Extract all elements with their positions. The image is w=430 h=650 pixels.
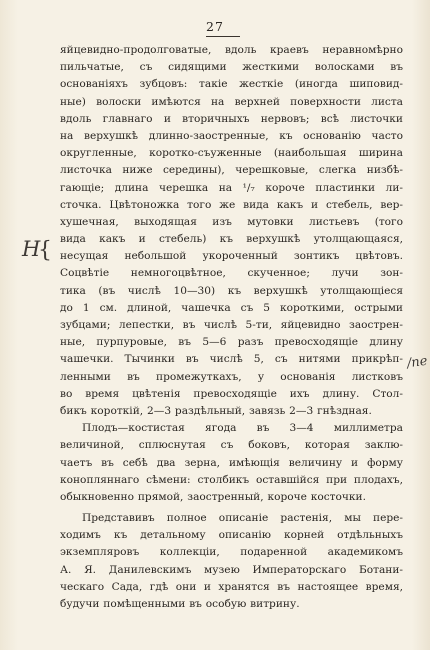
text-line: листочка ниже середины), черешковые, слегка низбѣ- — [60, 164, 403, 177]
text-line: вдоль главнаго и вторичныхъ нервовъ; всѣ листочки — [60, 112, 403, 125]
text-line: А. Я. Данилевскимъ музею Императорскаго Ботани- — [60, 563, 403, 576]
text-line: будучи помѣщенными въ особую витрину. — [60, 598, 300, 610]
body-text — [60, 42, 403, 613]
text-line: ные, пурпуровые, въ 5—6 разъ превосходящіе длину — [60, 336, 403, 349]
text-line: чаетъ въ себѣ два зерна, имѣющія величину и форму — [60, 456, 403, 469]
text-line: несущая небольшой укороченный зонтикъ цвѣтовъ. — [60, 250, 403, 263]
text-line: во время цвѣтенія превосходящіе ихъ длину. Стол- — [60, 387, 403, 400]
text-line: ческаго Сада, гдѣ они и хранятся въ настоящее время, — [60, 580, 403, 593]
text-line: зубцами; лепестки, въ числѣ 5-ти, яйцевидно заострен- — [60, 319, 403, 331]
text-line: обыкновенно прямой, заостренный, короче косточки. — [60, 490, 366, 503]
text-line: ходимъ къ детальному описанію корней отдѣльныхъ — [60, 529, 403, 542]
text-line: экземпляровъ коллекціи, подаренной академикомъ — [60, 546, 403, 559]
text-line: величиной, сплюснутая съ боковъ, которая заклю- — [60, 439, 403, 452]
text-line: основаніяхъ зубцовъ: такіе жесткіе (иногда шиповид- — [60, 78, 403, 91]
margin-annotation-left: H — [22, 237, 41, 261]
margin-brace: { — [38, 238, 52, 263]
text-line: на верхушкѣ длинно-заостренные, къ основанію часто — [60, 129, 403, 142]
margin-annotation-right: /ne — [406, 353, 429, 372]
text-line: округленные, коротко-съуженные (наибольшая ширина — [60, 147, 403, 160]
text-line: конопляннаго сѣмени: столбикъ оставшійся при плодахъ, — [60, 473, 403, 486]
text-line: тика (въ числѣ 10—30) къ верхушкѣ утолщающіеся — [60, 284, 403, 297]
text-line: Плодъ—костистая ягода въ 3—4 миллиметра — [82, 422, 403, 435]
text-line: пильчатые, съ сидящими жесткими волосками въ — [60, 61, 403, 74]
text-line: гающіе; длина черешка на ¹/₇ короче пластинки ли- — [60, 181, 403, 194]
text-line: Представивъ полное описаніе растенія, мы пере- — [82, 512, 403, 525]
text-line: ленными въ промежуткахъ, у основанія листковъ — [60, 370, 403, 383]
text-line: Соцвѣтіе немногоцвѣтное, скученное; лучи зон- — [60, 267, 403, 280]
page-number: 27 — [206, 19, 224, 34]
text-line: бикъ короткій, 2—3 раздѣльный, завязь 2—3 гнѣздная. — [60, 404, 372, 417]
text-line: чашечки. Тычинки въ числѣ 5, съ нитями прикрѣп- — [60, 353, 403, 366]
page-number-rule — [206, 36, 240, 37]
text-line: яйцевидно-продолговатые, вдоль краевъ неравномѣрно — [60, 44, 403, 56]
text-line: вида какъ и стебель) къ верхушкѣ утолщающаяся, — [60, 233, 403, 246]
text-line: ные) волоски имѣются на верхней поверхности листа — [60, 95, 403, 108]
text-line: до 1 см. длиной, чашечка съ 5 короткими, острыми — [60, 301, 403, 314]
text-line: хушечная, выходящая изъ мутовки листьевъ (того — [60, 215, 403, 228]
text-line: сточка. Цвѣтоножка того же вида какъ и стебель, вер- — [60, 198, 403, 211]
